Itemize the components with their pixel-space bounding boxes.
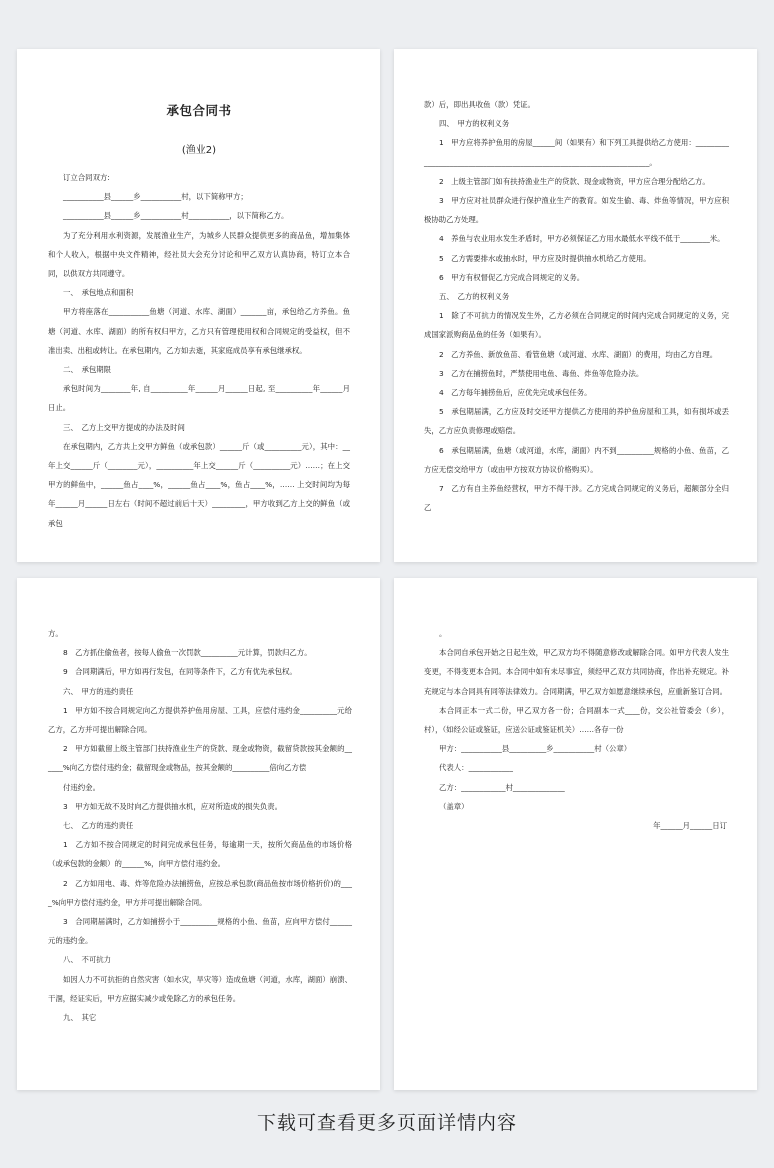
paragraph: 4 乙方每年捕捞鱼后，应优先完成承包任务。 <box>439 388 592 398</box>
section-heading: 三、 乙方上交甲方提成的办法及时间 <box>63 422 185 432</box>
paragraph: 付违约金。 <box>63 782 100 792</box>
paragraph: 2 上级主管部门如有扶持渔业生产的贷款、现金或物资，甲方应合理分配给乙方。 <box>439 176 710 186</box>
document-page-4 <box>394 578 757 1090</box>
paragraph: 甲方将座落在___________鱼塘（河道、水库、湖面）_______亩，承包给乙方养鱼。鱼塘（河道、水库、湖面）的所有权归甲方，乙方只有管理使用权和合同规定的受益权，但不准出卖、出租或转让。在承包期内，乙方如去逝，其家庭成员享有承包继承权。 <box>48 307 350 355</box>
paragraph: 承包时间为________年, 自__________年______月______日起, 至__________年______月日止。 <box>48 384 350 413</box>
page-1-body <box>48 168 350 533</box>
paragraph: 6 甲方有权督促乙方完成合同规定的义务。 <box>439 272 585 282</box>
paragraph: 1 甲方应将养护鱼用的房屋______间（如果有）和下列工具提供给乙方使用：______________________________________________________________________。 <box>424 138 729 167</box>
paragraph: 8 乙方抓住偷鱼者，按每人偷鱼一次罚款__________元计算，罚款归乙方。 <box>63 648 312 658</box>
paragraph: 本合同正本一式二份，甲乙双方各一份；合同副本一式____份，交公社管委会（乡），村），（如经公证或鉴证，应送公证或鉴证机关）……各存一份 <box>424 705 729 735</box>
paragraph: （盖章） <box>439 801 469 811</box>
paragraph: 款）后，即出具收鱼（款）凭证。 <box>424 100 535 109</box>
paragraph: 5 承包期届满，乙方应及时交还甲方提供乙方使用的养护鱼房屋和工具，如有损坏或丢失，乙方应负责修理或赔偿。 <box>424 407 729 436</box>
paragraph: 2 甲方如截留上级主管部门扶持渔业生产的贷款、现金或物资，截留贷款按其金额的______%向乙方偿付违约金；截留现金或物品，按其金额的__________倍向乙方偿 <box>48 744 352 773</box>
paragraph: 2 乙方如用电、毒、炸等危险办法捕捞鱼，应按总承包款(商品鱼按市场价格折价)的____%向甲方偿付违约金，甲方并可提出解除合同。 <box>48 878 352 907</box>
paragraph: 乙方：____________村______________ <box>439 782 565 792</box>
document-title: 承包合同书 <box>166 103 232 118</box>
section-heading: 九、 其它 <box>63 1013 97 1023</box>
section-heading: 六、 甲方的违约责任 <box>63 686 134 696</box>
paragraph: 1 甲方如不按合同规定向乙方提供养护鱼用房屋、工具，应偿付违约金__________元给乙方，乙方并可提出解除合同。 <box>48 705 352 735</box>
document-page-1 <box>17 49 380 562</box>
paragraph: ___________县______乡___________村___________，以下简称乙方。 <box>63 211 289 221</box>
page-2-body <box>424 95 729 517</box>
paragraph: 3 合同期届满时，乙方如捕捞小于__________规格的小鱼、鱼苗，应向甲方偿付______元的违约金。 <box>48 917 352 946</box>
section-heading: 八、 不可抗力 <box>63 955 112 965</box>
section-heading: 五、 乙方的权利义务 <box>439 292 510 302</box>
paragraph: ___________县______乡___________村，以下简称甲方； <box>63 192 248 202</box>
paragraph: 3 乙方在捕捞鱼时，严禁使用电鱼、毒鱼、炸鱼等危险办法。 <box>439 368 644 378</box>
paragraph: 本合同自承包开始之日起生效，甲乙双方均不得随意修改或解除合同。如甲方代表人发生变更，不得变更本合同。本合同中如有未尽事宜，须经甲乙双方共同协商，作出补充规定。补充规定与本合同具有同等法律效力。合同期满，甲乙双方如愿意继续承包，应重新鉴订合同。 <box>424 648 729 696</box>
page-3-body <box>48 624 352 1027</box>
paragraph: 1 除了不可抗力的情况发生外，乙方必须在合同规定的时间内完成合同规定的义务，完成国家派购商品鱼的任务（如果有）。 <box>424 311 729 340</box>
paragraph: 1 乙方如不按合同规定的时间完成承包任务，每逾期一天，按所欠商品鱼的市场价格（或承包款的金额）的______%，向甲方偿付违约金。 <box>48 840 352 869</box>
paragraph: 3 甲方如无故不及时向乙方提供抽水机，应对所造成的损失负责。 <box>63 801 283 811</box>
document-subtitle: (渔业2) <box>181 145 217 156</box>
paragraph: 4 养鱼与农业用水发生矛盾时，甲方必须保证乙方用水最低水平线不低于________米。 <box>439 234 725 244</box>
paragraph: 年______月______日订 <box>653 821 727 831</box>
download-more-hint[interactable]: 下载可查看更多页面详情内容 <box>256 1112 517 1134</box>
paragraph: 方。 <box>48 629 63 638</box>
paragraph: 订立合同双方: <box>63 173 110 182</box>
paragraph: 如因人力不可抗拒的自然灾害（如水灾，旱灾等）造成鱼塘（河道，水库，湖面）崩溃、干涸，经证实后，甲方应据实减少或免除乙方的承包任务。 <box>48 974 352 1003</box>
paragraph: 2 乙方养鱼、新放鱼苗、看管鱼塘（或河道、水库、湖面）的费用，均由乙方自理。 <box>439 349 718 359</box>
paragraph: 。 <box>439 629 447 638</box>
paragraph: 5 乙方需要排水或抽水时，甲方应及时提供抽水机给乙方使用。 <box>439 253 651 263</box>
paragraph: 3 甲方应对社员群众进行保护渔业生产的教育。如发生偷、毒、炸鱼等情况，甲方应积极协助乙方处理。 <box>424 196 729 225</box>
paragraph: 7 乙方有自主养鱼经营权，甲方不得干涉。乙方完成合同规定的义务后，超额部分全归乙 <box>424 484 729 513</box>
section-heading: 二、 承包期限 <box>63 365 112 375</box>
document-page-3 <box>17 578 380 1090</box>
paragraph: 为了充分利用水利资源，发展渔业生产，为城乡人民群众提供更多的商品鱼，增加集体和个人收入，根据中央文件精神，经社员大会充分讨论和甲乙双方认真协商，特订立本合同，以供双方共同遵守。 <box>48 230 350 279</box>
paragraph: 代表人：____________ <box>439 763 513 773</box>
paragraph: 9 合同期满后，甲方如再行发包，在同等条件下，乙方有优先承包权。 <box>63 667 297 677</box>
section-heading: 一、 承包地点和面积 <box>63 288 134 298</box>
document-page-2 <box>394 49 757 562</box>
paragraph: 甲方：___________县__________乡___________村（公章） <box>439 744 632 754</box>
paragraph: 在承包期内，乙方共上交甲方鲜鱼（或承包款）______斤（或__________元），其中：__年上交______斤（________元），__________年上交______斤（__________元）……；在上交甲方的鲜鱼中，______鱼占____%，______鱼占____%，鱼占____%，…… 上交时间均为每年______月______日左右（时间不超过前后十天）_________，甲方收到乙方上交的鲜鱼（或承包 <box>48 441 350 528</box>
page-4-body <box>424 624 729 835</box>
section-heading: 四、 甲方的权利义务 <box>439 119 510 129</box>
paragraph: 6 承包期届满，鱼塘（或河道，水库，湖面）内不到__________规格的小鱼、鱼苗，乙方应无偿交给甲方（或由甲方按双方协议价格购买）。 <box>424 445 729 474</box>
section-heading: 七、 乙方的违约责任 <box>63 821 134 831</box>
